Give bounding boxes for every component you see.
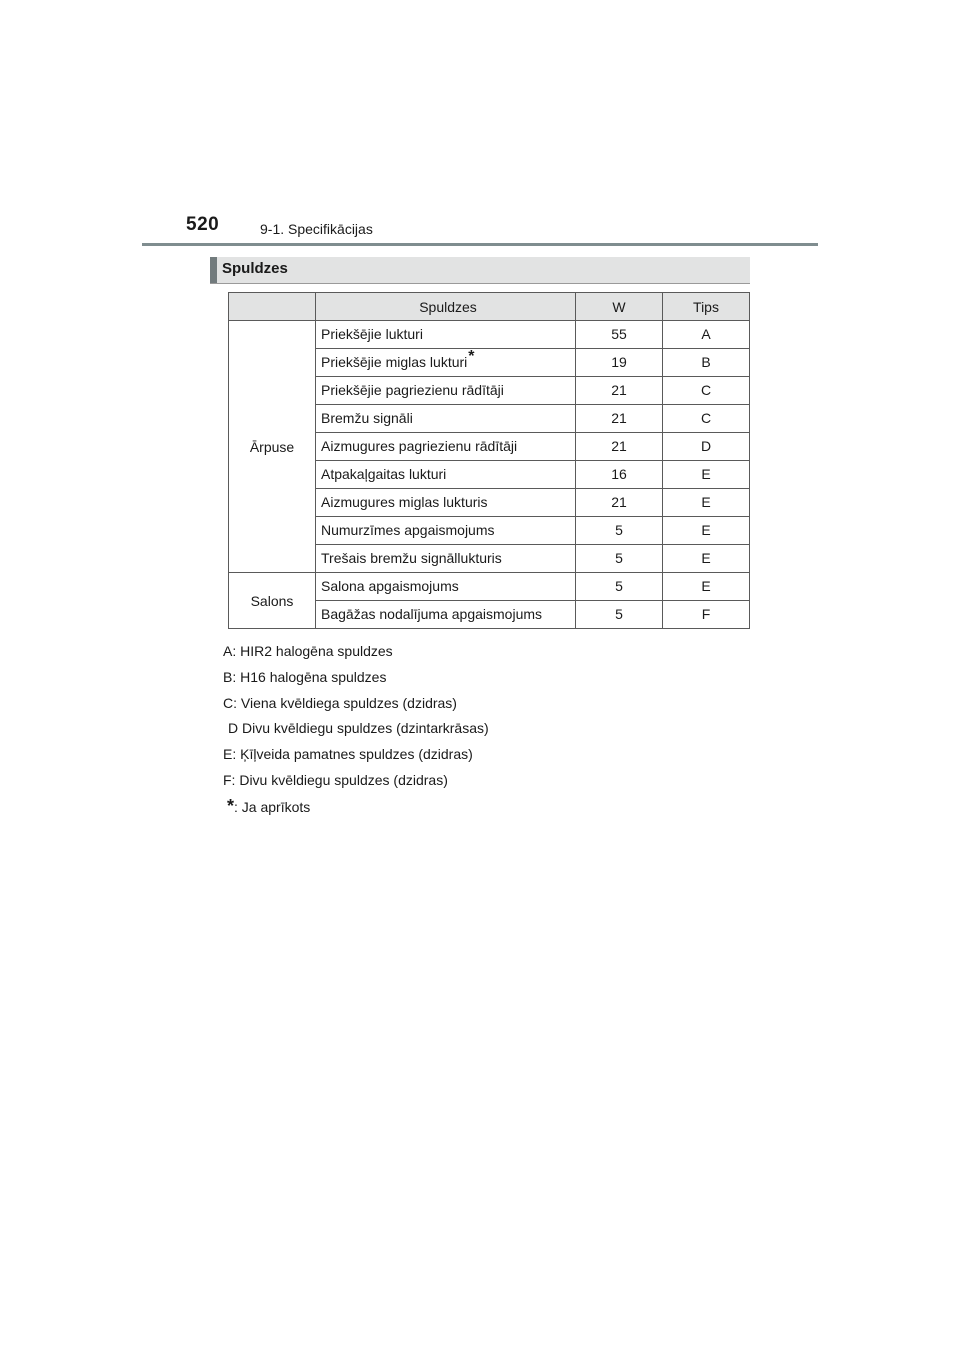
- type-cell: C: [663, 405, 750, 433]
- table-row: [229, 573, 750, 601]
- bulb-name: Trešais bremžu signāllukturis: [321, 550, 502, 566]
- table-row: [229, 321, 750, 349]
- bulb-name: Bremžu signāli: [321, 410, 413, 426]
- legend-item: B: H16 halogēna spuldzes: [223, 668, 387, 685]
- wattage-cell: 5: [576, 517, 663, 545]
- bulb-name: Bagāžas nodalījuma apgaismojums: [321, 606, 543, 622]
- bulb-name: Atpakaļgaitas lukturi: [321, 466, 447, 482]
- table-header-cell: Tips: [663, 293, 750, 321]
- section-path: 9-1. Specifikācijas: [260, 221, 373, 237]
- bulb-name: Salona apgaismojums: [321, 578, 459, 594]
- type-cell: F: [663, 601, 750, 629]
- type-cell: C: [663, 377, 750, 405]
- page-number: 520: [186, 214, 220, 235]
- footnote: [223, 794, 489, 821]
- bulb-name-cell: [316, 433, 576, 461]
- table-header-row: [229, 293, 750, 321]
- bulb-spec-table: [228, 292, 750, 629]
- bulb-name-cell: [316, 349, 576, 377]
- bulb-name: Priekšējie miglas lukturi: [321, 354, 468, 370]
- bulb-name-cell: [316, 489, 576, 517]
- legend-item: D Divu kvēldiegu spuldzes (dzintarkrāsas): [228, 720, 489, 737]
- type-cell: E: [663, 545, 750, 573]
- table-header-cell: Spuldzes: [316, 293, 576, 321]
- type-cell: E: [663, 573, 750, 601]
- row-group-label: Ārpuse: [229, 321, 316, 573]
- footnote-text: : Ja aprīkots: [234, 798, 311, 815]
- bulb-name-cell: [316, 573, 576, 601]
- bulb-name: Priekšējie lukturi: [321, 326, 423, 342]
- section-title-bar: [210, 257, 750, 284]
- bulb-name: Aizmugures miglas lukturis: [321, 494, 488, 510]
- bulb-name-cell: [316, 601, 576, 629]
- bulb-name-cell: [316, 545, 576, 573]
- wattage-cell: 21: [576, 433, 663, 461]
- wattage-cell: 55: [576, 321, 663, 349]
- table-body: [229, 321, 750, 629]
- type-cell: A: [663, 321, 750, 349]
- bulb-name-cell: [316, 461, 576, 489]
- wattage-cell: 16: [576, 461, 663, 489]
- type-cell: E: [663, 489, 750, 517]
- legend-item: F: Divu kvēldiegu spuldzes (dzidras): [223, 771, 448, 788]
- wattage-cell: 21: [576, 405, 663, 433]
- table-header-cell: W: [576, 293, 663, 321]
- type-cell: E: [663, 517, 750, 545]
- table-header-cell: [229, 293, 316, 321]
- legend-item: E: Ķīļveida pamatnes spuldzes (dzidras): [223, 746, 473, 763]
- bulb-name: Numurzīmes apgaismojums: [321, 522, 495, 538]
- footnote-asterisk: *: [227, 795, 235, 816]
- wattage-cell: 21: [576, 489, 663, 517]
- legend-item: C: Viena kvēldiega spuldzes (dzidras): [223, 694, 457, 711]
- header-rule: [142, 243, 818, 246]
- legend-item: A: HIR2 halogēna spuldzes: [223, 643, 393, 659]
- wattage-cell: 21: [576, 377, 663, 405]
- type-legend: [223, 639, 489, 821]
- bulb-name-cell: [316, 405, 576, 433]
- type-cell: E: [663, 461, 750, 489]
- bulb-name-cell: [316, 377, 576, 405]
- wattage-cell: 19: [576, 349, 663, 377]
- wattage-cell: 5: [576, 573, 663, 601]
- bulb-name: Priekšējie pagriezienu rādītāji: [321, 382, 504, 398]
- section-title-underline: [210, 283, 750, 284]
- section-title: Spuldzes: [222, 260, 288, 277]
- wattage-cell: 5: [576, 545, 663, 573]
- bulb-name-cell: [316, 517, 576, 545]
- row-group-label: Salons: [229, 573, 316, 629]
- bulb-name: Aizmugures pagriezienu rādītāji: [321, 438, 518, 454]
- wattage-cell: 5: [576, 601, 663, 629]
- footnote-marker: *: [468, 348, 475, 365]
- bulb-name-cell: [316, 321, 576, 349]
- type-cell: D: [663, 433, 750, 461]
- type-cell: B: [663, 349, 750, 377]
